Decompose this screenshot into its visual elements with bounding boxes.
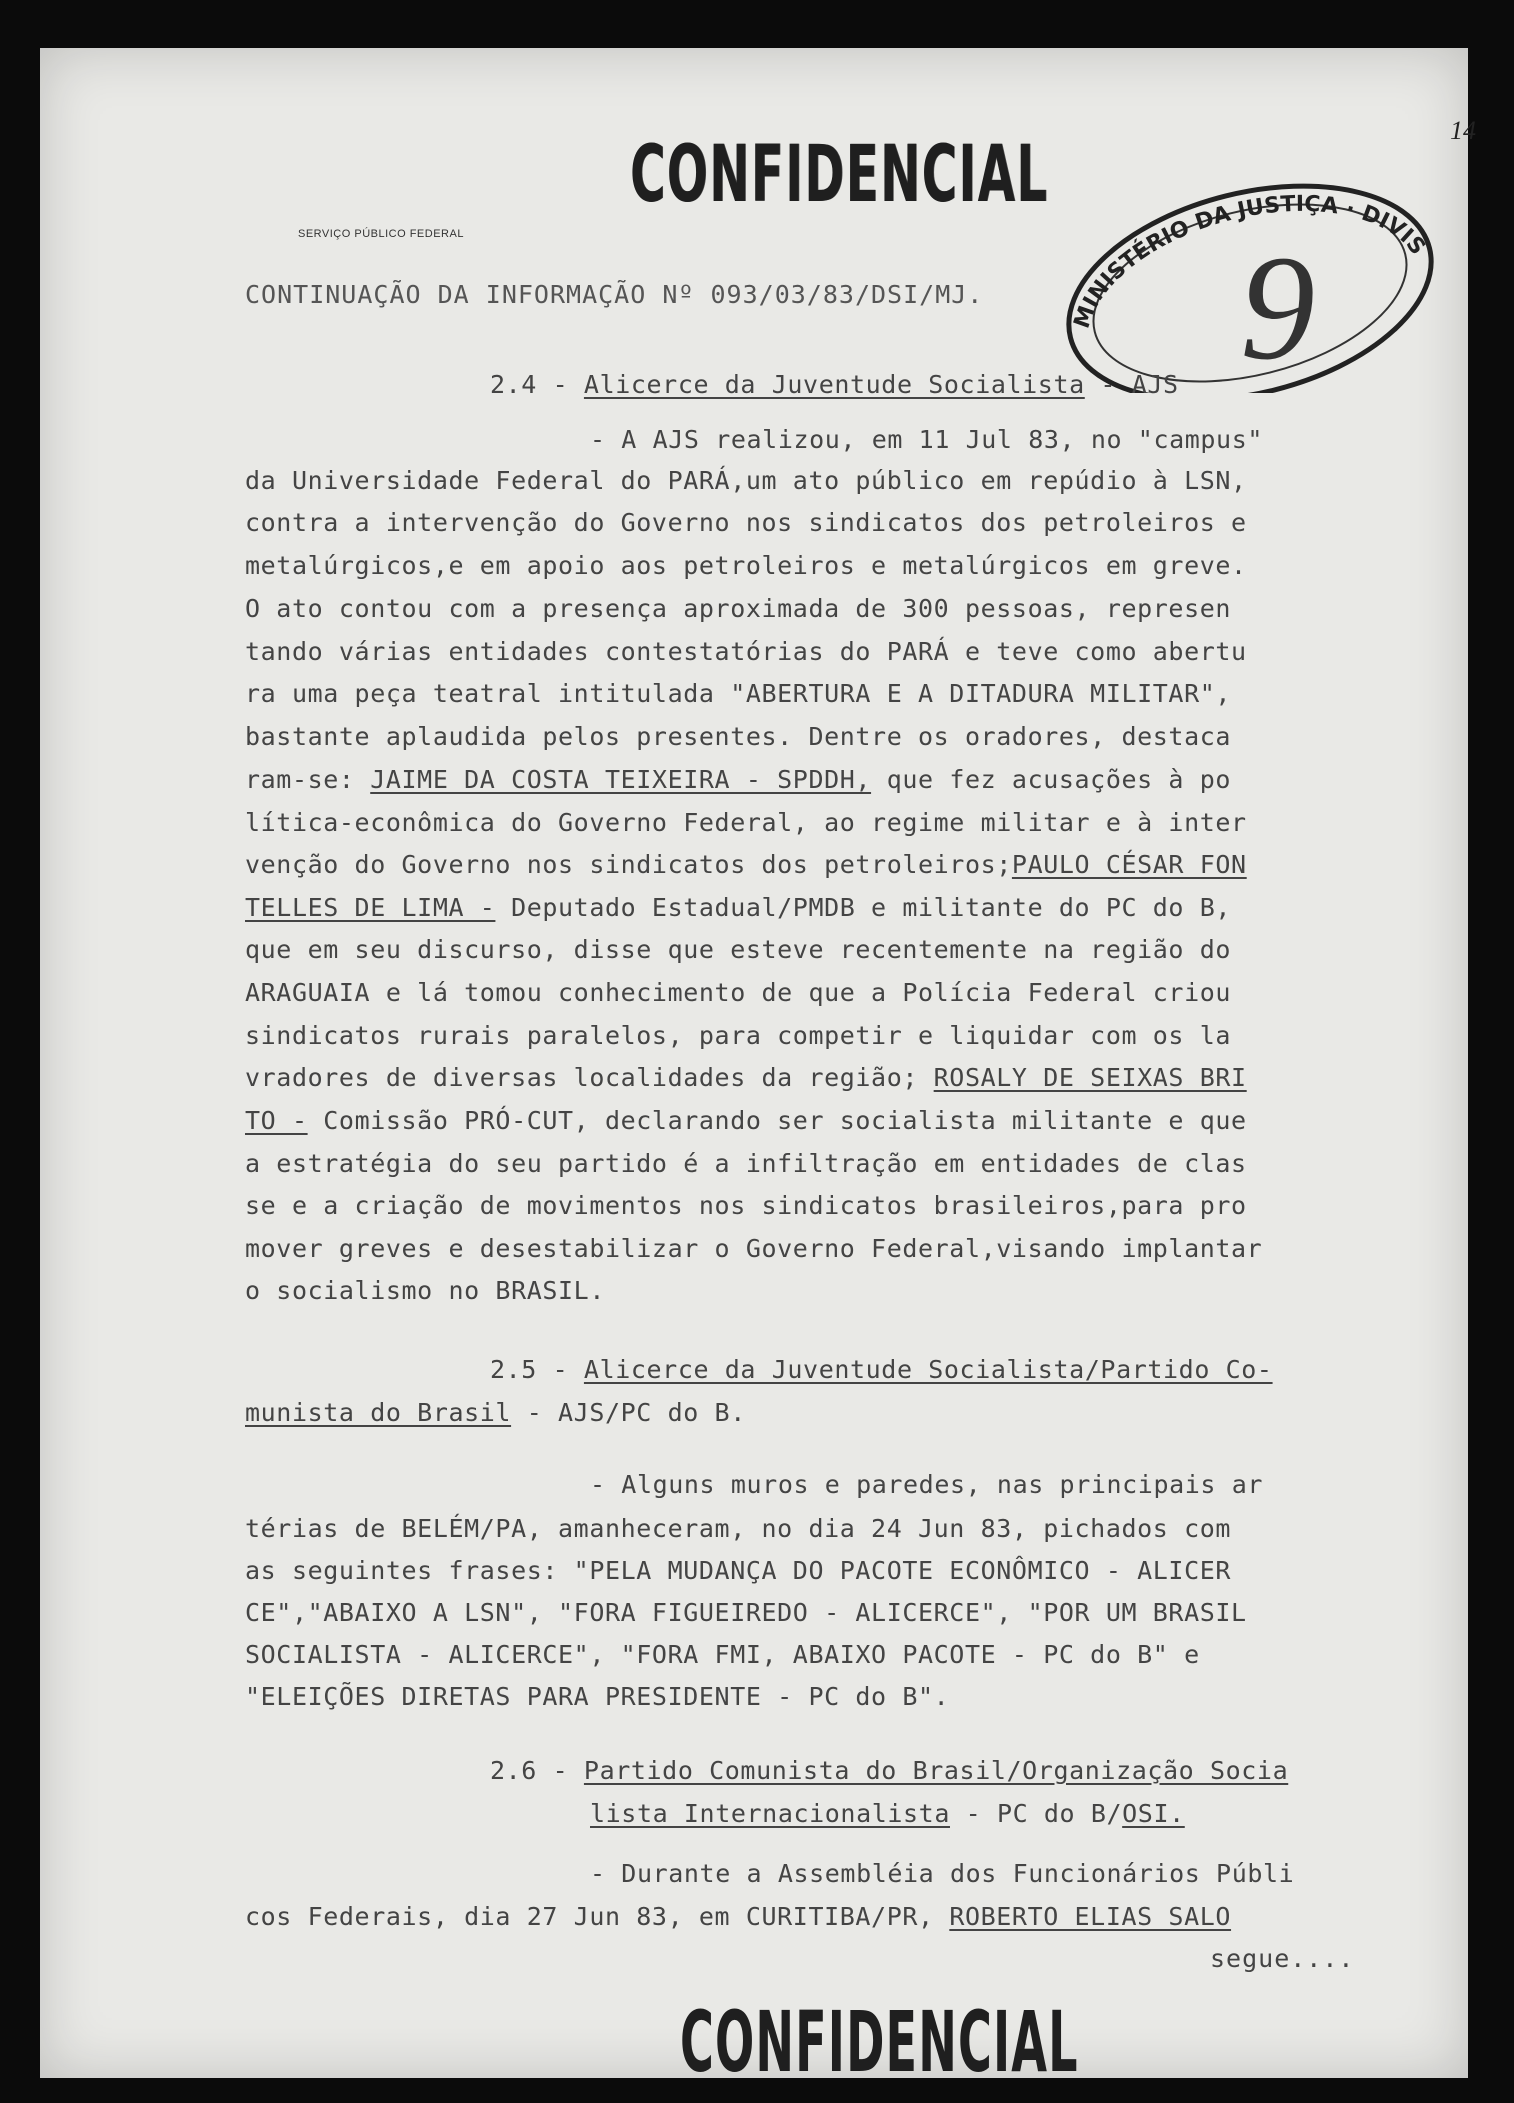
line-text: ra uma peça teatral intitulada "ABERTURA E A DITADURA MILITAR", <box>245 679 1232 708</box>
text-line <box>245 1398 746 1428</box>
underlined-text: TO - <box>245 1106 308 1135</box>
line-text: se e a criação de movimentos nos sindicatos brasileiros,para pro <box>245 1191 1247 1220</box>
text-line <box>245 679 1231 709</box>
text-line <box>245 594 1231 624</box>
text-line <box>245 466 1247 496</box>
line-text: - A AJS realizou, em 11 Jul 83, no "campus" <box>590 425 1264 454</box>
line-text: "ELEIÇÕES DIRETAS PARA PRESIDENTE - PC do B". <box>245 1682 950 1711</box>
line-text: que fez acusações à po <box>871 765 1232 794</box>
line-text: 2.5 - <box>490 1355 584 1384</box>
text-line <box>590 425 1263 455</box>
line-text: contra a intervenção do Governo nos sindicatos dos petroleiros e <box>245 508 1247 537</box>
department-label: SERVIÇO PÚBLICO FEDERAL <box>298 228 464 240</box>
line-text: sindicatos rurais paralelos, para competir e liquidar com os la <box>245 1021 1232 1050</box>
underlined-text: OSI. <box>1122 1799 1185 1828</box>
line-text: O ato contou com a presença aproximada de 300 pessoas, represen <box>245 594 1232 623</box>
underlined-text: PAULO CÉSAR FON <box>1011 850 1247 879</box>
line-text: térias de BELÉM/PA, amanheceram, no dia 24 Jun 83, pichados com <box>245 1514 1232 1543</box>
line-text: - Durante a Assembléia dos Funcionários Públi <box>590 1859 1295 1888</box>
text-line <box>245 808 1247 838</box>
text-line <box>245 935 1231 965</box>
line-text: que em seu discurso, disse que esteve recentemente na região do <box>245 935 1232 964</box>
text-line <box>245 1902 1231 1932</box>
text-line <box>490 1355 1273 1385</box>
line-text: da Universidade Federal do PARÁ,um ato público em repúdio à LSN, <box>245 466 1247 495</box>
text-line <box>590 1470 1263 1500</box>
line-text: - AJS <box>1084 370 1179 399</box>
line-text: - AJS/PC do B. <box>511 1398 746 1427</box>
text-line <box>245 1149 1247 1179</box>
line-text: lítica-econômica do Governo Federal, ao regime militar e à inter <box>245 808 1247 837</box>
confidential-stamp-bottom: CONFIDENCIAL <box>680 1993 1079 2091</box>
underlined-text: ROSALY DE SEIXAS BRI <box>933 1063 1247 1092</box>
information-header: CONTINUAÇÃO DA INFORMAÇÃO Nº 093/03/83/DSI/MJ. <box>245 280 984 309</box>
text-line <box>245 1191 1247 1221</box>
text-line <box>245 1234 1262 1264</box>
line-text: ram-se: <box>245 765 371 794</box>
line-text: tando várias entidades contestatórias do PARÁ e teve como abertu <box>245 637 1247 666</box>
text-line <box>245 551 1247 581</box>
line-text: vradores de diversas localidades da região; <box>245 1063 934 1092</box>
text-line <box>245 1514 1231 1544</box>
line-text: - PC do B/ <box>949 1799 1123 1828</box>
text-line <box>245 1598 1247 1628</box>
underlined-text: TELLES DE LIMA - <box>245 893 496 922</box>
underlined-text: Partido Comunista do Brasil/Organização Socia <box>583 1756 1289 1785</box>
line-text: 2.4 - <box>490 370 584 399</box>
underlined-text: Alicerce da Juventude Socialista <box>583 370 1085 399</box>
text-line <box>245 1556 1231 1586</box>
text-line <box>590 1799 1185 1829</box>
line-text: ARAGUAIA e lá tomou conhecimento de que a Polícia Federal criou <box>245 978 1232 1007</box>
line-text: venção do Governo nos sindicatos dos petroleiros; <box>245 850 1012 879</box>
text-line <box>245 1640 1200 1670</box>
seal-text: MINISTÉRIO DA JUSTIÇA · DIVISÃO <box>1069 191 1431 332</box>
line-text: - Alguns muros e paredes, nas principais ar <box>590 1470 1264 1499</box>
underlined-text: ROBERTO ELIAS SALO <box>949 1902 1232 1931</box>
text-line <box>490 370 1179 400</box>
underlined-text: lista Internacionalista <box>590 1799 950 1828</box>
line-text: mover greves e desestabilizar o Governo Federal,visando implantar <box>245 1234 1263 1263</box>
handwritten-mark: 9 <box>1240 225 1315 391</box>
text-line <box>245 1106 1247 1136</box>
text-line <box>245 637 1247 667</box>
line-text: o socialismo no BRASIL. <box>245 1276 605 1305</box>
text-line <box>245 508 1247 538</box>
text-line <box>245 1021 1231 1051</box>
text-line <box>245 978 1231 1008</box>
text-line <box>245 722 1231 752</box>
line-text: cos Federais, dia 27 Jun 83, em CURITIBA/PR, <box>245 1902 950 1931</box>
text-line <box>590 1859 1294 1889</box>
text-line <box>245 765 1231 795</box>
underlined-text: munista do Brasil <box>245 1398 512 1427</box>
line-text: CE","ABAIXO A LSN", "FORA FIGUEIREDO - ALICERCE", "POR UM BRASIL <box>245 1598 1247 1627</box>
underlined-text: JAIME DA COSTA TEIXEIRA - SPDDH, <box>370 765 872 794</box>
line-text: a estratégia do seu partido é a infiltração em entidades de clas <box>245 1149 1247 1178</box>
confidential-stamp-top: CONFIDENCIAL <box>630 130 1049 220</box>
text-line <box>245 893 1231 923</box>
line-text: 2.6 - <box>490 1756 584 1785</box>
text-line <box>245 1276 605 1306</box>
text-line <box>245 1063 1247 1093</box>
line-text: as seguintes frases: "PELA MUDANÇA DO PACOTE ECONÔMICO - ALICER <box>245 1556 1232 1585</box>
underlined-text: Alicerce da Juventude Socialista/Partido Co- <box>583 1355 1273 1384</box>
line-text: bastante aplaudida pelos presentes. Dentre os oradores, destaca <box>245 722 1232 751</box>
text-line <box>245 1682 949 1712</box>
line-text: Comissão PRÓ-CUT, declarando ser socialista militante e que <box>307 1106 1247 1135</box>
text-line <box>245 850 1247 880</box>
line-text: Deputado Estadual/PMDB e militante do PC do B, <box>495 893 1232 922</box>
page-number: 14 <box>1450 116 1476 145</box>
line-text: SOCIALISTA - ALICERCE", "FORA FMI, ABAIXO PACOTE - PC do B" e <box>245 1640 1200 1669</box>
ministry-seal-stamp <box>1035 153 1455 393</box>
text-line <box>490 1756 1288 1786</box>
line-text: metalúrgicos,e em apoio aos petroleiros e metalúrgicos em greve. <box>245 551 1247 580</box>
continuation-note: segue.... <box>1210 1944 1355 1973</box>
